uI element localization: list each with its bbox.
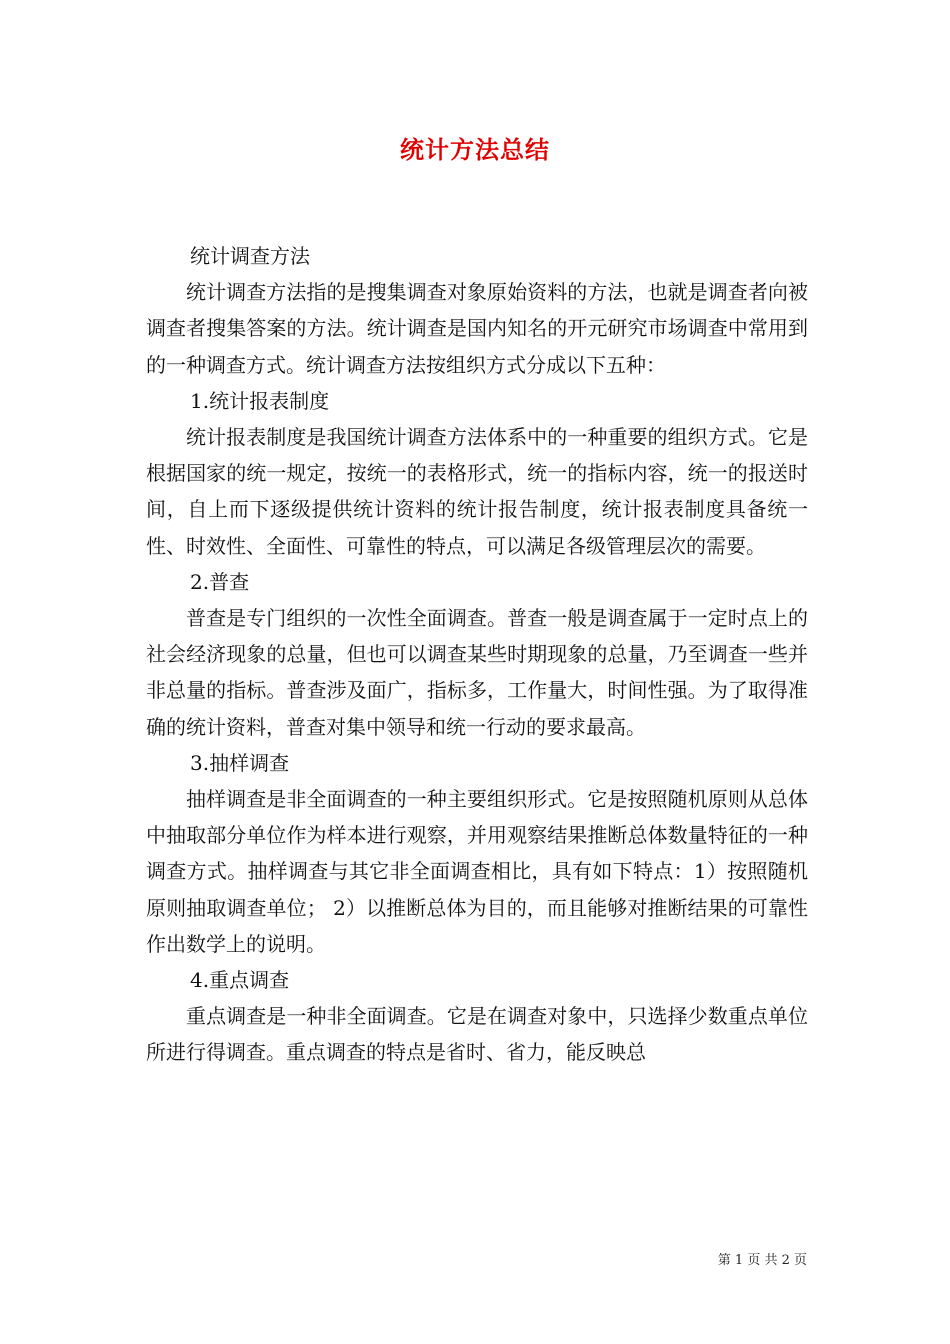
paragraph-survey-methods-intro: 统计调查方法指的是搜集调查对象原始资料的方法，也就是调查者向被调查者搜集答案的方法。统计调查是国内知名的开元研究市场调查中常用到的一种调查方式。统计调查方法按组织方式分成以下五种： <box>146 280 808 377</box>
paragraph-statistical-report: 统计报表制度是我国统计调查方法体系中的一种重要的组织方式。它是根据国家的统一规定，按统一的表格形式，统一的指标内容，统一的报送时间，自上而下逐级提供统计资料的统计报告制度，统计报表制度具备统一性、时效性、全面性、可靠性的特点，可以满足各级管理层次的需要。 <box>146 425 808 558</box>
page-number-footer: 第 1 页 共 2 页 <box>717 1253 807 1268</box>
section-heading-statistical-report: 1.统计报表制度 <box>190 388 330 413</box>
section-heading-census: 2.普查 <box>190 569 250 594</box>
paragraph-sampling-survey: 抽样调查是非全面调查的一种主要组织形式。它是按照随机原则从总体中抽取部分单位作为样本进行观察，并用观察结果推断总体数量特征的一种调查方式。抽样调查与其它非全面调查相比，具有如下特点：1）按照随机原则抽取调查单位； 2）以推断总体为目的，而且能够对推断结果的可靠性作出数学上的说明。 <box>146 787 808 956</box>
paragraph-key-survey: 重点调查是一种非全面调查。它是在调查对象中，只选择少数重点单位所进行得调查。重点调查的特点是省时、省力，能反映总 <box>146 1004 808 1065</box>
section-heading-key-survey: 4.重点调查 <box>190 968 290 993</box>
paragraph-census: 普查是专门组织的一次性全面调查。普查一般是调查属于一定时点上的社会经济现象的总量，但也可以调查某些时期现象的总量，乃至调查一些并非总量的指标。普查涉及面广，指标多，工作量大，时间性强。为了取得准确的统计资料，普查对集中领导和统一行动的要求最高。 <box>146 606 808 739</box>
document-title: 统计方法总结 <box>400 135 550 164</box>
section-heading-survey-methods: 统计调查方法 <box>190 244 310 268</box>
section-heading-sampling-survey: 3.抽样调查 <box>190 750 290 775</box>
document-body <box>146 238 808 1071</box>
